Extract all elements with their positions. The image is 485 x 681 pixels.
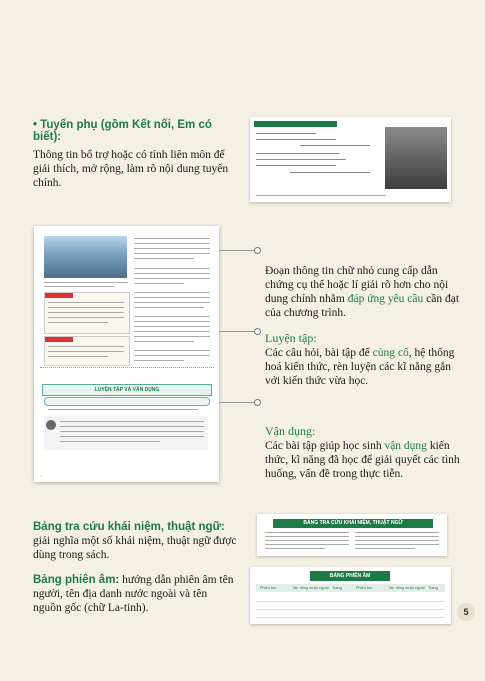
connector-dot bbox=[254, 328, 261, 335]
section-glossary: Bảng tra cứu khái niệm, thuật ngữ: giải nghĩa một số khái niệm, thuật ngữ được dùng trong sách. bbox=[33, 521, 237, 561]
exercise-block bbox=[44, 416, 208, 450]
section-body: Thông tin bổ trợ hoặc có tính liên môn để giải thích, mở rộng, làm rõ nội dung tuyến chính. bbox=[33, 149, 229, 189]
section-secondary-track bbox=[33, 119, 233, 190]
sample-photo-card bbox=[250, 117, 451, 202]
glossary-table-title: BẢNG TRA CỨU KHÁI NIỆM, THUẬT NGỮ bbox=[273, 519, 433, 528]
section-title-text: Tuyến phụ (gồm Kết nối, Em có biết): bbox=[33, 119, 212, 143]
sample-book-page bbox=[34, 226, 219, 482]
book-page-number: ◦ bbox=[40, 473, 42, 478]
sidebar-box bbox=[44, 292, 130, 334]
exercise-pill bbox=[44, 397, 210, 406]
section-small-text: Đoạn thông tin chữ nhỏ cung cấp dẫn chứng cụ thể hoặc lí giải rõ hơn cho nội dung chính nhằm đáp ứng yêu cầu cần đạt của chương trình. bbox=[265, 265, 460, 319]
city-photo bbox=[44, 236, 127, 278]
section-pronunciation: Bảng phiên âm: hướng dẫn phiên âm tên người, tên địa danh nước ngoài và tên nguồn gốc (chữ La-tinh). bbox=[33, 574, 234, 614]
connector-line bbox=[219, 331, 257, 332]
section-application bbox=[265, 424, 470, 481]
historical-photo bbox=[385, 127, 447, 189]
pronunciation-table-title: BẢNG PHIÊN ÂM bbox=[310, 571, 390, 581]
table-header-row: Phiên âm Tên riêng nước ngoài Trang Phiên âm Tên riêng nước ngoài Trang bbox=[256, 584, 445, 592]
section-title: Luyện tập: bbox=[265, 331, 317, 345]
section-body: Các câu hỏi, bài tập để củng cố, hệ thống hoá kiến thức, rèn luyện các kĩ năng gắn với kiến thức vừa học. bbox=[265, 347, 455, 387]
connector-dot bbox=[254, 399, 261, 406]
bullet-icon: • bbox=[33, 119, 38, 131]
section-practice bbox=[265, 331, 465, 388]
section-title: Vận dụng: bbox=[265, 424, 316, 438]
table-row bbox=[256, 603, 445, 610]
page-number: 5 bbox=[457, 603, 475, 621]
connector-dot bbox=[254, 247, 261, 254]
glossary-table-sample bbox=[257, 514, 447, 556]
connector-line bbox=[219, 402, 257, 403]
practice-banner: LUYỆN TẬP VÀ VẬN DỤNG bbox=[42, 384, 212, 396]
pronunciation-table-sample bbox=[250, 567, 451, 624]
exercise-icon bbox=[46, 420, 56, 430]
card-header-bar bbox=[254, 121, 337, 127]
section-body: Các bài tập giúp học sinh vận dụng kiến thức, kĩ năng đã học để giải quyết các tình huống, vấn đề trong thực tiễn. bbox=[265, 440, 460, 480]
table-row bbox=[256, 611, 445, 618]
table-row bbox=[256, 595, 445, 602]
question-line bbox=[40, 367, 214, 375]
section-title bbox=[33, 119, 233, 143]
sidebar-box bbox=[44, 336, 130, 366]
connector-line bbox=[219, 250, 257, 251]
